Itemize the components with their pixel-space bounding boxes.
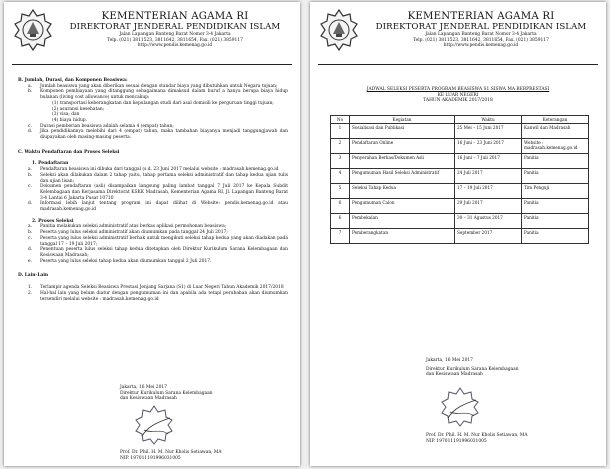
- title-line: KE LUAR NEGERI: [437, 92, 479, 98]
- ministry-emblem-icon: [319, 8, 359, 52]
- list-text: Informasi lebih lanjut tentang program ini dapat dilihat di Website: pendis.kemenag.go.id atau madrasah.kemenag.go.id: [40, 201, 288, 213]
- ministry-emblem-icon: [13, 8, 53, 52]
- list-marker: 2.: [28, 290, 33, 296]
- list-text: Peserta yang lulus seleksi administratif akan diumumkan pada tanggal 24 Juli 2017;: [40, 230, 228, 236]
- cell-note: Panitia: [522, 214, 589, 229]
- column-header: No: [331, 116, 350, 124]
- cell-activity: Pengumuman Calon: [350, 199, 455, 214]
- cell-activity: Seleksi Tahap Kedua: [350, 184, 455, 199]
- cell-activity: Penyerahan Berkas/Dokumen Asli: [350, 154, 455, 169]
- ministry-name: KEMENTERIAN AGAMA RI: [407, 11, 555, 22]
- subsection-heading: 1. Pendaftaran: [32, 161, 69, 167]
- cell-no: 7: [331, 229, 350, 244]
- list-marker: c.: [28, 123, 32, 129]
- subsection-heading: 2. Proses Seleksi: [32, 218, 74, 224]
- section-heading: B. Jumlah, Durasi, dan Komponen Beasiswa:: [18, 78, 128, 83]
- list-item: [28, 184, 288, 201]
- list-text: Peserta yang lulus seleksi tahap kedua akan diumumkan tanggal 2 Juli 2017.: [40, 258, 212, 264]
- cell-no: 4: [331, 169, 350, 184]
- phone: Telp. (021) 3811523, 3811642, 3811654, Fax. (021) 3859117: [413, 37, 549, 43]
- cell-note: Website : madrasah.kemenag.go.id: [522, 139, 589, 154]
- list-item: [28, 247, 288, 258]
- list-marker: a.: [28, 167, 33, 173]
- sign-role: dan Kesiswaan Madrasah: [120, 396, 177, 402]
- cell-time: 17 – 19 Juli 2017: [455, 184, 522, 199]
- signatory: [120, 450, 222, 461]
- list-marker: c.: [28, 184, 32, 190]
- table-row: [331, 214, 589, 229]
- table-row: [331, 139, 589, 154]
- list-text: Komponen pembiayaan yang ditanggung sebagaimana dimaksud dalam huruf a hanya berupa biaya hidup bulanan (living cost allowance) untuk mencakup:: [40, 89, 288, 101]
- cell-no: 6: [331, 199, 350, 214]
- list-item: [28, 173, 288, 184]
- list-text: Jika pendidikannya melebihi dari 4 (empat) tahun, maka tambahan biayanya menjadi tanggungjawab dan diupayakan oleh masing-masing peserta.: [40, 129, 288, 141]
- cell-note: Panitia: [522, 229, 589, 244]
- section-heading: D. Lain-Lain: [18, 273, 49, 279]
- signatory-nip: NIP. 197011191996031005: [426, 438, 487, 444]
- list-marker: b.: [28, 89, 33, 95]
- table-row: [331, 229, 589, 244]
- cell-time: 16 Juni – 7 Juli 2017: [455, 154, 522, 169]
- selection-list: [18, 224, 288, 264]
- cell-no: 3: [331, 154, 350, 169]
- list-text: (2) asuransi kesehatan;: [52, 106, 105, 112]
- signature-block: [120, 385, 280, 402]
- column-header: Kegiatan: [350, 116, 455, 124]
- signature-block: [426, 358, 586, 378]
- list-text: Dokumen pendaftaran (asli) disampaikan langsung paling lambat tanggal 7 Juli 2017 ke Kepala Subdit Kelembagaan dan Kerjasama Direktorat KSKK Madrasah, Kementerian Agama RI, Jl. Lapangan Banteng Barat 3-4 Lantai 6 Jakarta Pusat 10710: [40, 184, 288, 201]
- official-stamp-icon: [440, 386, 480, 428]
- list-marker: b.: [28, 172, 33, 178]
- list-marker: d.: [28, 201, 33, 207]
- cell-time: September 2017: [455, 229, 522, 244]
- list-marker: d.: [28, 129, 33, 135]
- cell-time: 24 Juli 2017: [455, 169, 522, 184]
- table-row: [331, 169, 589, 184]
- list-text: Jumlah beasiswa yang akan diberikan sesuai dengan standar biaya yang dibutuhkan untuk Negara tujuan;: [40, 83, 278, 89]
- list-marker: c.: [28, 235, 32, 241]
- title-line: JADWAL SELEKSI PESERTA PROGRAM BEASISWA S1 SISWA MA BERPRESTASI: [366, 87, 550, 92]
- table-row: [331, 184, 589, 199]
- directorate-name: DIREKTORAT JENDERAL PENDIDIKAN ISLAM: [375, 22, 587, 32]
- cell-no: 1: [331, 124, 350, 139]
- schedule-rows: [331, 124, 589, 244]
- list-text: (3) visa; dan: [52, 112, 80, 118]
- cell-no: 5: [331, 184, 350, 199]
- sign-role: Direktur Kurikulum Sarana Kelembagaan: [120, 390, 213, 396]
- list-text: Terlampir agenda Seleksi Beasiswa Prestasi Jenjang Sarjana (S1) di Luar Negeri Tahun Akademik 2017/2018: [40, 285, 284, 291]
- signatory-name: Prof. Dr. Phil. H. M. Nur Kholis Setiawan, MA: [426, 433, 528, 438]
- website: http://www.pendis.kemenag.go.id: [137, 43, 213, 49]
- list-item: [28, 89, 288, 100]
- schedule-title: [320, 87, 596, 104]
- cell-note: Kanwil dan Madrasah: [522, 124, 589, 139]
- address: Jalan Lapangan Banteng Barat Nomor 3-4 Jakarta: [119, 32, 231, 37]
- list-item: [28, 129, 288, 140]
- table-header-row: [331, 116, 589, 124]
- list-item: [28, 259, 288, 265]
- cell-note: Panitia: [522, 199, 589, 214]
- cell-activity: Sosialisasi dan Publikasi: [350, 124, 455, 139]
- list-text: Panitia melakukan seleksi administratif atas berkas aplikasi permohonan beasiswa;: [40, 224, 227, 230]
- document-page-1: [4, 2, 300, 466]
- cell-activity: Pembekalan: [350, 214, 455, 229]
- phone: Telp. (021) 3811523, 3811642, 3811654, Fax. (021) 3859117: [107, 37, 243, 43]
- list-text: (4) biaya hidup.: [52, 117, 88, 123]
- section-heading: C. Waktu Pendaftaran dan Proses Seleksi: [18, 149, 120, 155]
- letterhead: [310, 2, 606, 64]
- list-item: [28, 236, 288, 247]
- cell-time: 16 Juni – 23 Juni 2017: [455, 139, 522, 154]
- list-text: Seleksi akan dilakukan dalam 2 tahap yaitu, tahap pertama seleksi administratif dan tahap kedua ujian tulis dan ujian lisan;: [40, 172, 288, 184]
- list-text: Peserta yang lulus seleksi administratif berhak untuk mengikuti seleksi tahap kedua yang akan diadakan pada tanggal 17 – 19 Juli 2017;: [40, 235, 288, 247]
- cell-note: Tim Penguji: [522, 184, 589, 199]
- cell-no: 6: [331, 214, 350, 229]
- list-text: Hal-hal lain yang belum diatur dengan pengumuman ini dan apabila ada tetapi perubahan akan diumumkan tersendiri melalui website : madrasah.kemenag.go.id: [40, 290, 288, 302]
- list-marker: b.: [28, 230, 33, 236]
- cell-no: 2: [331, 139, 350, 154]
- letterhead-divider: [318, 64, 598, 65]
- cell-note: Panitia: [522, 154, 589, 169]
- document-body: [18, 78, 288, 302]
- list-item: [28, 291, 288, 302]
- signatory-name: Prof. Dr. Phil. H. M. Nur Kholis Setiawan, MA: [120, 450, 222, 455]
- list-item: [28, 201, 288, 212]
- column-header: Keterangan: [522, 116, 589, 124]
- official-stamp-icon: [134, 404, 174, 446]
- list-marker: e.: [28, 258, 32, 264]
- list-text: Pendaftaran beasiswa ini dibuka dari tanggal (s.d. 23 Juni 2017 melalui website : madrasah.kemenag.go.id: [40, 167, 279, 173]
- website: http://www.pendis.kemenag.go.id: [443, 43, 519, 49]
- cell-time: 30 – 31 Agustus 2017: [455, 214, 522, 229]
- column-header: Waktu: [455, 116, 522, 124]
- list-marker: d.: [28, 247, 33, 253]
- cell-note: Panitia: [522, 169, 589, 184]
- directorate-name: DIREKTORAT JENDERAL PENDIDIKAN ISLAM: [69, 22, 281, 32]
- table-row: [331, 199, 589, 214]
- list-marker: a.: [28, 224, 33, 230]
- cell-activity: Pendaftaran Online: [350, 139, 455, 154]
- schedule-table: [330, 115, 589, 244]
- address: Jalan Lapangan Banteng Barat Nomor 3-4 Jakarta: [425, 32, 537, 37]
- list-text: (1) transportasi keberangkatan dan kepulangan studi dari asal domisili ke perguruan tinggi tujuan;: [52, 100, 274, 106]
- cell-activity: Pemberangkatan: [350, 229, 455, 244]
- cell-activity: Pengumuman Hasil Seleksi Administratif: [350, 169, 455, 184]
- list-marker: a.: [28, 83, 33, 89]
- signatory-nip: NIP. 197011191996031005: [120, 455, 181, 461]
- document-page-2: [310, 2, 606, 466]
- section-d-list: [18, 285, 288, 302]
- list-text: Penentuan peserta lulus seleksi tahap kedua ditetapkan oleh Direktur Kurikulum Sarana Kelembagaan dan Kesiswaan Madrasah;: [40, 247, 288, 258]
- sign-role: dan Kesiswaan Madrasah: [426, 372, 483, 378]
- cell-time: 29 Juli 2017: [455, 199, 522, 214]
- sign-date: Jakarta, 16 Mei 2017: [120, 385, 167, 390]
- cell-time: 25 Mei – 15 Juni 2017: [455, 124, 522, 139]
- sign-role: Direktur Kurikulum Sarana Kelembagaan: [426, 366, 519, 372]
- letterhead: [4, 2, 300, 64]
- registration-list: [18, 167, 288, 213]
- ministry-name: KEMENTERIAN AGAMA RI: [101, 11, 249, 22]
- title-line: TAHUN AKADEMIK 2017/2018: [423, 98, 493, 104]
- letterhead-divider: [12, 64, 292, 65]
- section-b-list: [18, 84, 288, 141]
- table-row: [331, 124, 589, 139]
- signatory: [426, 433, 528, 444]
- list-text: Durasi pemberian beasiswa adalah selama 4 (empat) tahun;: [40, 123, 174, 129]
- list-marker: 1.: [28, 285, 33, 291]
- table-row: [331, 154, 589, 169]
- sign-date: Jakarta, 16 Mei 2017: [426, 358, 473, 363]
